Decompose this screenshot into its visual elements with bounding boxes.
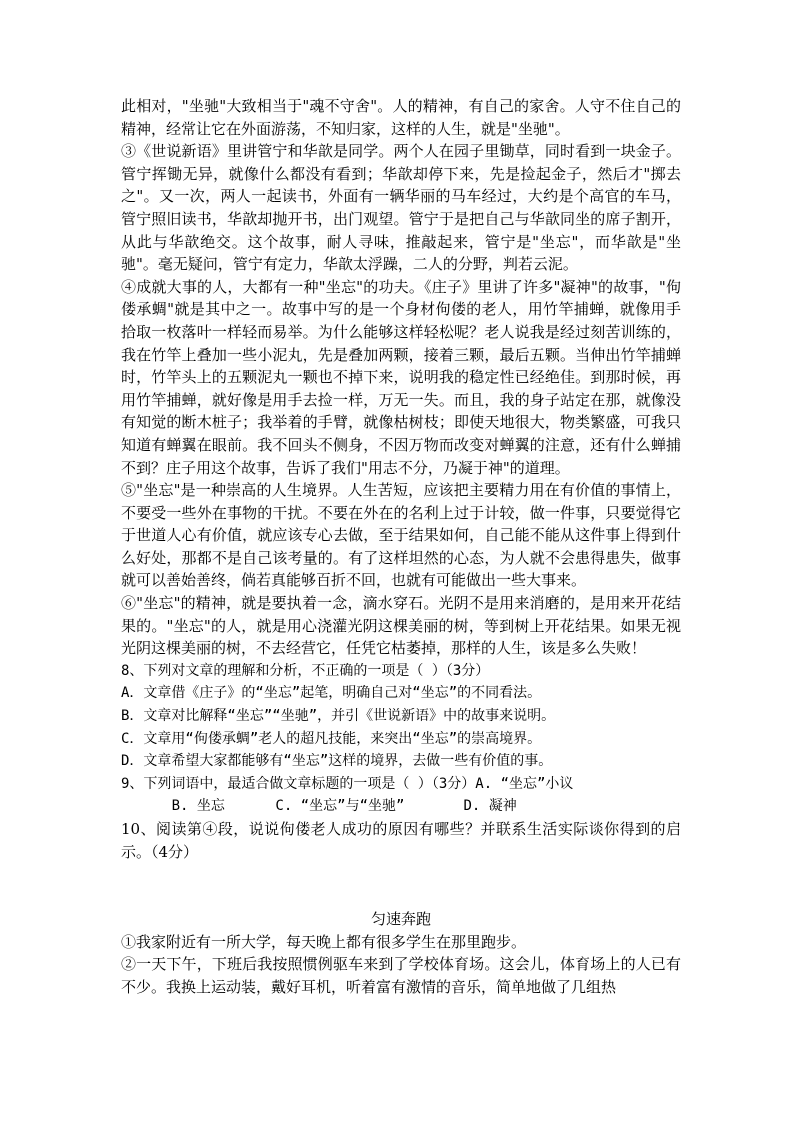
essay-2-title: 匀速奔跑	[370, 910, 431, 929]
question-9: 9、下列词语中，最适合做文章标题的一项是（ ）（3分）A. “坐忘”小议	[121, 775, 574, 792]
question-8-option-a: A．文章借《庄子》的“坐忘”起笔，明确自己对“坐忘”的不同看法。	[121, 685, 542, 702]
paragraph-5: ⑤"坐忘"是一种崇高的人生境界。人生苦短，应该把主要精力用在有价值的事情上，不要受一些外在事物的干扰。不要在外在的名利上过于计较，做一件事，只要觉得它于世道人心有价值，就应该专心去做，至于结果如何，自己能不能从这件事上得到什么好处，那都不是自己该考量的。有了这样坦然的心态，为人就不会患得患失，做事就可以善始善终，倘若真能够百折不回，也就有可能做出一些大事来。	[121, 481, 681, 590]
essay-section-1	[121, 95, 681, 660]
document-page	[121, 95, 681, 999]
paragraph-4: ④成就大事的人，大都有一种"坐忘"的功夫。《庄子》里讲了许多"凝神"的故事，"佝偻承蜩"就是其中之一。故事中写的是一个身材佝偻的老人，用竹竿捕蝉，就像用手拾取一枚落叶一样轻而易举。为什么能够这样轻松呢？老人说我是经过刻苦训练的，我在竹竿上叠加一些小泥丸，先是叠加两颗，接着三颗，最后五颗。当伸出竹竿捕蝉时，竹竿头上的五颗泥丸一颗也不掉下来，说明我的稳定性已经绝佳。到那时候，再用竹竿捕蝉，就好像是用手去捡一样，万无一失。而且，我的身子站定在那，就像没有知觉的断木桩子；我举着的手臂，就像枯树枝；即使天地很大，物类繁盛，可我只知道有蝉翼在眼前。我不回头不侧身，不因万物而改变对蝉翼的注意，还有什么蝉捕不到？庄子用这个故事，告诉了我们"用志不分，乃凝于神"的道理。	[121, 277, 681, 477]
paragraph-continuation: 此相对，"坐驰"大致相当于"魂不守舍"。人的精神，有自己的家舍。人守不住自己的精神，经常让它在外面游荡，不知归家，这样的人生，就是"坐驰"。	[121, 97, 681, 138]
question-10: 10、阅读第④段，说说佝偻老人成功的原因有哪些？并联系生活实际谈你得到的启示。（4分）	[121, 820, 681, 861]
paragraph-6: ⑥"坐忘"的精神，就是要执着一念，滴水穿石。光阴不是用来消磨的，是用来开花结果的。"坐忘"的人，就是用心浇灌光阴这棵美丽的树，等到树上开花结果。如果无视光阴这棵美丽的树，不去经营它，任凭它枯萎掉，那样的人生，该是多么失败！	[121, 594, 681, 658]
question-8-option-d: D．文章希望大家都能够有“坐忘”这样的境界，去做一些有价值的事。	[121, 753, 553, 770]
question-8: 8、下列对文章的理解和分析，不正确的一项是（ ）（3分）	[121, 662, 490, 679]
essay-2-paragraph-1: ①我家附近有一所大学，每天晚上都有很多学生在那里跑步。	[121, 932, 527, 951]
essay-section-2	[121, 908, 681, 998]
questions-section	[121, 660, 681, 863]
question-8-option-c: C．文章用“佝偻承蜩”老人的超凡技能，来突出“坐忘”的崇高境界。	[121, 730, 542, 747]
essay-2-paragraph-2: ②一天下午，下班后我按照惯例驱车来到了学校体育场。这会儿，体育场上的人已有不少。我换上运动装，戴好耳机，听着富有激情的音乐，简单地做了几组热	[121, 955, 681, 996]
section-gap	[121, 863, 681, 908]
question-8-option-b: B．文章对比解释“坐忘”“坐驰”，并引《世说新语》中的故事来说明。	[121, 708, 556, 725]
paragraph-3: ③《世说新语》里讲管宁和华歆是同学。两个人在园子里锄草，同时看到一块金子。管宁挥锄无异，就像什么都没有看到；华歆却停下来，先是捡起金子，然后才"掷去之"。又一次，两人一起读书，外面有一辆华丽的马车经过，大约是个高官的车马，管宁照旧读书，华歆却抛开书，出门观望。管宁于是把自己与华歆同坐的席子割开，从此与华歆绝交。这个故事，耐人寻味，推敲起来，管宁是"坐忘"，而华歆是"坐驰"。毫无疑问，管宁有定力，华歆太浮躁，二人的分野，判若云泥。	[121, 142, 681, 274]
question-9-options: B. 坐忘 C. “坐忘”与“坐驰” D. 凝神	[121, 798, 517, 815]
